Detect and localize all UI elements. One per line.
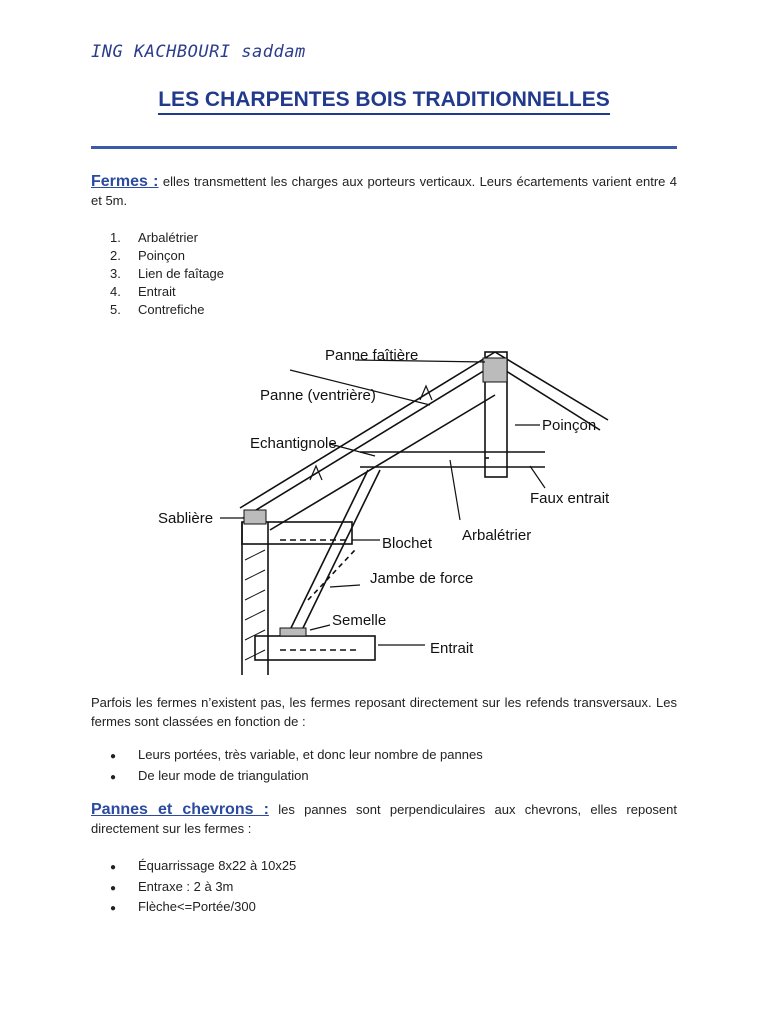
fermes-text: elles transmettent les charges aux porteurs verticaux. Leurs écartements varient entre 4 et 5m. — [91, 174, 677, 208]
label-panne-ventriere: Panne (ventrière) — [260, 387, 376, 404]
list-item: 4. Entrait — [110, 284, 176, 299]
entrait-beam — [255, 636, 375, 660]
list-item: ● Équarrissage 8x22 à 10x25 — [110, 857, 296, 878]
title-divider — [91, 146, 677, 149]
bullet-icon: ● — [110, 862, 117, 873]
pannes-paragraph — [91, 800, 677, 838]
label-poincon: Poinçon — [542, 417, 597, 434]
label-entrait: Entrait — [430, 640, 474, 657]
fermes-numbered-list — [110, 229, 224, 319]
label-echantignole: Echantignole — [250, 435, 337, 452]
bullet-icon: ● — [110, 882, 117, 894]
fermes-classification-list — [110, 746, 483, 787]
label-jambe-de-force: Jambe de force — [370, 570, 474, 587]
roof-right-line — [495, 352, 608, 420]
echantignole-mark-1 — [420, 386, 432, 400]
list-item: 5. Contrefiche — [110, 302, 205, 317]
arbaletrier-line — [270, 395, 495, 530]
sabliere-block — [244, 510, 266, 524]
bullet-icon: ● — [110, 771, 117, 783]
list-item: 3. Lien de faîtage — [110, 266, 225, 281]
pannes-heading: Pannes et chevrons : — [91, 801, 269, 818]
list-item: ● Flèche<=Portée/300 — [110, 898, 296, 919]
list-item: ● Leurs portées, très variable, et donc leur nombre de pannes — [110, 746, 483, 767]
page-title — [0, 88, 768, 112]
author-name: ING KACHBOURI saddam — [91, 42, 306, 62]
list-item: 1. Arbalétrier — [110, 230, 198, 245]
label-semelle: Semelle — [332, 612, 387, 629]
label-blochet: Blochet — [382, 535, 433, 552]
label-arbaletrier: Arbalétrier — [462, 527, 532, 544]
bullet-icon: ● — [110, 903, 117, 914]
list-item: 2. Poinçon — [110, 248, 185, 263]
label-sabliere: Sablière — [158, 510, 214, 527]
list-item: ● Entraxe : 2 à 3m — [110, 878, 296, 899]
faitiere-block — [483, 358, 507, 382]
label-panne-faitiere: Panne faîtière — [325, 347, 419, 364]
fermes-note-paragraph: Parfois les fermes n’existent pas, les fermes reposant directement sur les refends transversaux. Les fermes sont classées en fonction de : — [91, 695, 677, 729]
list-item: ● De leur mode de triangulation — [110, 767, 483, 788]
pannes-text: les pannes sont perpendiculaires aux chevrons, elles reposent directement sur les fermes : — [91, 802, 677, 836]
bullet-icon: ● — [110, 751, 117, 762]
roof-top-line — [240, 352, 495, 508]
jambe-right — [302, 470, 380, 630]
pannes-spec-list — [110, 857, 296, 919]
fermes-paragraph — [91, 172, 677, 210]
roof-truss-diagram — [150, 340, 620, 680]
fermes-heading: Fermes : — [91, 173, 159, 190]
label-faux-entrait: Faux entrait — [530, 490, 610, 507]
page-title-text: LES CHARPENTES BOIS TRADITIONNELLES — [158, 88, 610, 115]
semelle-block — [280, 628, 306, 636]
